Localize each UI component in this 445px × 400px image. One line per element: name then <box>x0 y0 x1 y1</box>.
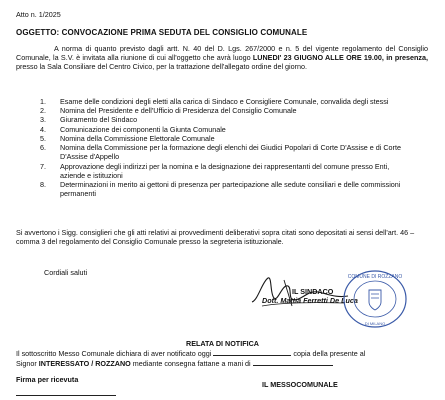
agenda-item <box>40 125 412 134</box>
agenda-item-number: 8. <box>40 179 46 189</box>
agenda-item <box>40 162 412 180</box>
agenda-item-number: 4. <box>40 124 46 134</box>
date-blank <box>213 348 291 356</box>
relata-line1-b: copia della presente al <box>293 349 366 358</box>
agenda-item <box>40 180 412 198</box>
agenda-list <box>40 97 412 198</box>
municipal-stamp <box>340 268 410 330</box>
agenda-item <box>40 143 412 161</box>
recipient-blank <box>253 358 333 366</box>
agenda-item-number: 7. <box>40 161 46 171</box>
document-subject: OGGETTO: CONVOCAZIONE PRIMA SEDUTA DEL CONSIGLIO COMUNALE <box>16 28 308 37</box>
atto-number: Atto n. 1/2025 <box>16 10 61 19</box>
relata-recipient: INTERESSATO / ROZZANO <box>38 359 131 369</box>
agenda-item <box>40 115 412 124</box>
agenda-item-text: Nomina della Commissione per la formazione degli elenchi dei Giudici Popolari di Corte D'Assise e di Corte D'Assise d'Appello <box>60 143 401 162</box>
intro-text-2: presso la Sala Consiliare del Centro Civico, per la trattazione dell'allegato ordine del giorno. <box>16 62 308 72</box>
receipt-signature-label: Firma per ricevuta <box>16 375 79 384</box>
agenda-item <box>40 134 412 143</box>
agenda-item <box>40 97 412 106</box>
agenda-item-number: 3. <box>40 115 46 125</box>
relata-title: RELATA DI NOTIFICA <box>186 339 259 348</box>
relata-line2-b: mediante consegna fattane a mani di <box>132 359 251 369</box>
agenda-item-text: Determinazioni in merito ai gettoni di presenza per partecipazione alle sedute consiliari e delle commissioni permanenti <box>60 179 401 199</box>
agenda-item-number: 2. <box>40 106 46 116</box>
agenda-item-number: 6. <box>40 143 46 153</box>
agenda-item <box>40 106 412 115</box>
agenda-item-text: Nomina della Commissione Elettorale Comunale <box>60 133 215 143</box>
agenda-item-number: 5. <box>40 133 46 143</box>
agenda-item-text: Comunicazione dei componenti la Giunta Comunale <box>60 124 226 134</box>
notice-paragraph: Si avvertono i Sigg. consiglieri che gli atti relativi ai provvedimenti deliberativi sopra citati sono depositati ai sensi dell'art. 46 – comma 3 del regolamento del Consiglio Comunale presso la segreteria istituzionale. <box>16 228 415 247</box>
relata-line1-a: Il sottoscritto Messo Comunale dichiara di aver notificato oggi <box>16 349 212 358</box>
mayor-title: IL SINDACO <box>292 287 334 296</box>
agenda-item-text: Approvazione degli indirizzi per la nomina e la designazione dei rappresentanti del comune presso Enti, aziende e istituzioni <box>60 161 390 180</box>
svg-text:DI MILANO: DI MILANO <box>364 321 386 326</box>
mayor-name: Dott. Mattia Ferretti De Luca <box>262 296 358 305</box>
receipt-signature-line <box>16 395 116 396</box>
messenger-title: IL MESSOCOMUNALE <box>262 380 338 389</box>
intro-paragraph <box>16 44 428 72</box>
intro-text-1: A norma di quanto previsto dagli artt. N. 40 del D. Lgs. 267/2000 e n. 5 del vigente regolamento del Consiglio Comunale, la S.V. è invitata alla riunione di cui all'oggetto che avrà luogo <box>16 44 428 63</box>
agenda-item-text: Nomina del Presidente e dell'Ufficio di Presidenza del Consiglio Comunale <box>60 106 297 116</box>
agenda-item-text: Giuramento del Sindaco <box>60 115 138 125</box>
relata-line2-a: Signor <box>16 359 37 369</box>
closing-greeting: Cordiali saluti <box>44 268 88 277</box>
svg-text:COMUNE DI ROZZANO: COMUNE DI ROZZANO <box>347 274 403 280</box>
intro-date: LUNEDI' 23 GIUGNO ALLE ORE 19.00, in presenza, <box>252 53 429 63</box>
relata-paragraph <box>16 348 436 368</box>
agenda-item-text: Esame delle condizioni degli eletti alla carica di Sindaco e Consigliere Comunale, convalida degli stessi <box>60 97 389 106</box>
agenda-item-number: 1. <box>40 97 46 106</box>
